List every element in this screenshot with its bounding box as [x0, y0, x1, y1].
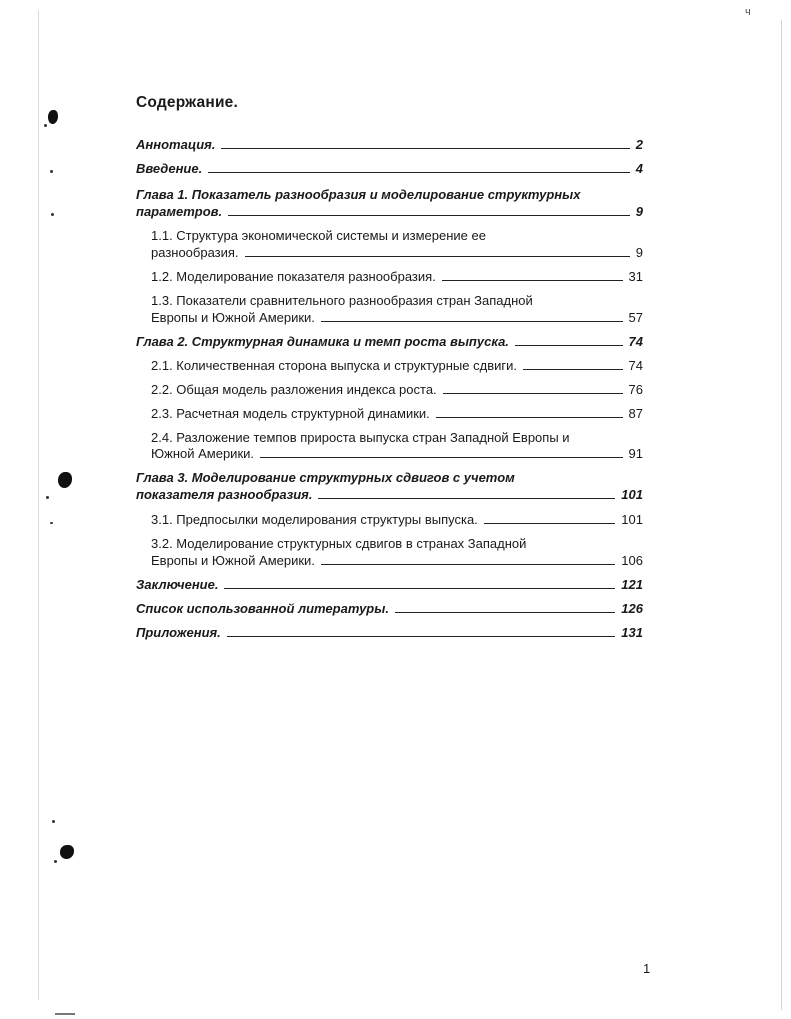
toc-page-number: 106: [621, 553, 643, 568]
dot-leader: [318, 497, 615, 499]
toc-entry-s2-1[interactable]: [151, 358, 643, 373]
ink-blot: [60, 845, 74, 859]
dot-leader: [395, 611, 615, 613]
dot-leader: [515, 344, 623, 346]
ink-dot: [54, 860, 57, 863]
toc-entry-intro[interactable]: [136, 161, 643, 176]
toc-page-number: 101: [621, 512, 643, 527]
dot-leader: [484, 522, 616, 524]
toc-entry-text: 2.2. Общая модель разложения индекса роста.: [151, 382, 437, 397]
toc-page-number: 9: [635, 204, 643, 219]
toc-entry-text: 2.1. Количественная сторона выпуска и структурные сдвиги.: [151, 358, 517, 373]
toc-entry-text: 1.2. Моделирование показателя разнообразия.: [151, 269, 436, 284]
toc-page-number: 31: [628, 269, 643, 284]
toc-page-number: 131: [621, 625, 643, 640]
toc-page-number: 76: [628, 382, 643, 397]
dot-leader: [221, 147, 629, 149]
toc-entry-text: Южной Америки.: [151, 446, 255, 461]
toc-page-number: 121: [621, 577, 643, 592]
dot-leader: [321, 320, 623, 322]
dot-leader: [443, 392, 623, 394]
toc-entry-s3-2-line1[interactable]: 3.2. Моделирование структурных сдвигов в странах Западной: [151, 536, 527, 551]
toc-entry-s1-2[interactable]: [151, 269, 643, 284]
dot-leader: [442, 279, 623, 281]
toc-entry-text: Европы и Южной Америки.: [151, 310, 315, 325]
ink-blot: [58, 472, 72, 488]
dot-leader: [227, 635, 616, 637]
toc-entry-appendix[interactable]: [136, 625, 643, 640]
toc-entry-text: 2.3. Расчетная модель структурной динамики.: [151, 406, 430, 421]
dot-leader: [228, 214, 630, 216]
dot-leader: [245, 255, 630, 257]
toc-entry-text: Введение.: [136, 161, 203, 176]
toc-entry-text: параметров.: [136, 204, 223, 219]
toc-page-number: 74: [628, 358, 643, 373]
toc-entry-text: Заключение.: [136, 577, 219, 592]
toc-page-number: 91: [628, 446, 643, 461]
toc-page-number: 101: [621, 487, 643, 502]
ink-dot: [46, 496, 49, 499]
toc-entry-s1-1[interactable]: [151, 245, 643, 260]
dot-leader: [436, 416, 623, 418]
ink-dot: [51, 213, 54, 216]
toc-entry-ch1[interactable]: [136, 204, 643, 219]
scan-edge-left: [38, 10, 39, 1000]
toc-page-number: 126: [621, 601, 643, 616]
toc-entry-s3-1[interactable]: [151, 512, 643, 527]
ink-dot: [50, 170, 53, 173]
toc-entry-annotation[interactable]: [136, 137, 643, 152]
toc-entry-references[interactable]: [136, 601, 643, 616]
toc-page-number: 9: [635, 245, 643, 260]
toc-entry-text: Список использованной литературы.: [136, 601, 389, 616]
toc-entry-s1-3-line1[interactable]: 1.3. Показатели сравнительного разнообразия стран Западной: [151, 293, 533, 308]
toc-entry-ch2[interactable]: [136, 334, 643, 349]
toc-entry-ch3[interactable]: [136, 487, 643, 502]
toc-title: Содержание.: [136, 94, 238, 111]
toc-entry-text: разнообразия.: [151, 245, 239, 260]
toc-entry-ch3-line1[interactable]: Глава 3. Моделирование структурных сдвигов с учетом: [136, 470, 515, 485]
scan-edge-bottom: [55, 1013, 75, 1015]
ink-dot: [52, 820, 55, 823]
toc-entry-s2-4-line1[interactable]: 2.4. Разложение темпов прироста выпуска стран Западной Европы и: [151, 430, 570, 445]
page-number: 1: [643, 961, 651, 976]
ink-blot: [48, 110, 58, 124]
toc-entry-s2-3[interactable]: [151, 406, 643, 421]
toc-page-number: 57: [628, 310, 643, 325]
toc-entry-text: Аннотация.: [136, 137, 216, 152]
corner-mark: ч: [745, 6, 751, 18]
toc-entry-text: Глава 2. Структурная динамика и темп роста выпуска.: [136, 334, 509, 349]
toc-entry-s2-2[interactable]: [151, 382, 643, 397]
dot-leader: [208, 171, 630, 173]
scan-edge-right: [781, 20, 782, 1010]
toc-entry-text: Европы и Южной Америки.: [151, 553, 315, 568]
toc-page-number: 87: [628, 406, 643, 421]
toc-entry-ch1-line1[interactable]: Глава 1. Показатель разнообразия и моделирование структурных: [136, 187, 581, 202]
dot-leader: [224, 587, 615, 589]
toc-entry-s2-4[interactable]: [151, 446, 643, 461]
toc-page-number: 4: [635, 161, 643, 176]
toc-entry-text: 3.1. Предпосылки моделирования структуры выпуска.: [151, 512, 478, 527]
dot-leader: [523, 368, 623, 370]
toc-entry-text: показателя разнообразия.: [136, 487, 313, 502]
toc-page-number: 74: [628, 334, 643, 349]
ink-dot: [44, 124, 47, 127]
toc-page-number: 2: [635, 137, 643, 152]
toc-entry-s3-2[interactable]: [151, 553, 643, 568]
dot-leader: [260, 456, 623, 458]
toc-entry-s1-3[interactable]: [151, 310, 643, 325]
toc-entry-conclusion[interactable]: [136, 577, 643, 592]
dot-leader: [321, 563, 615, 565]
toc-entry-text: Приложения.: [136, 625, 221, 640]
toc-entry-s1-1-line1[interactable]: 1.1. Структура экономической системы и измерение ее: [151, 228, 486, 243]
ink-dot: [50, 522, 53, 524]
